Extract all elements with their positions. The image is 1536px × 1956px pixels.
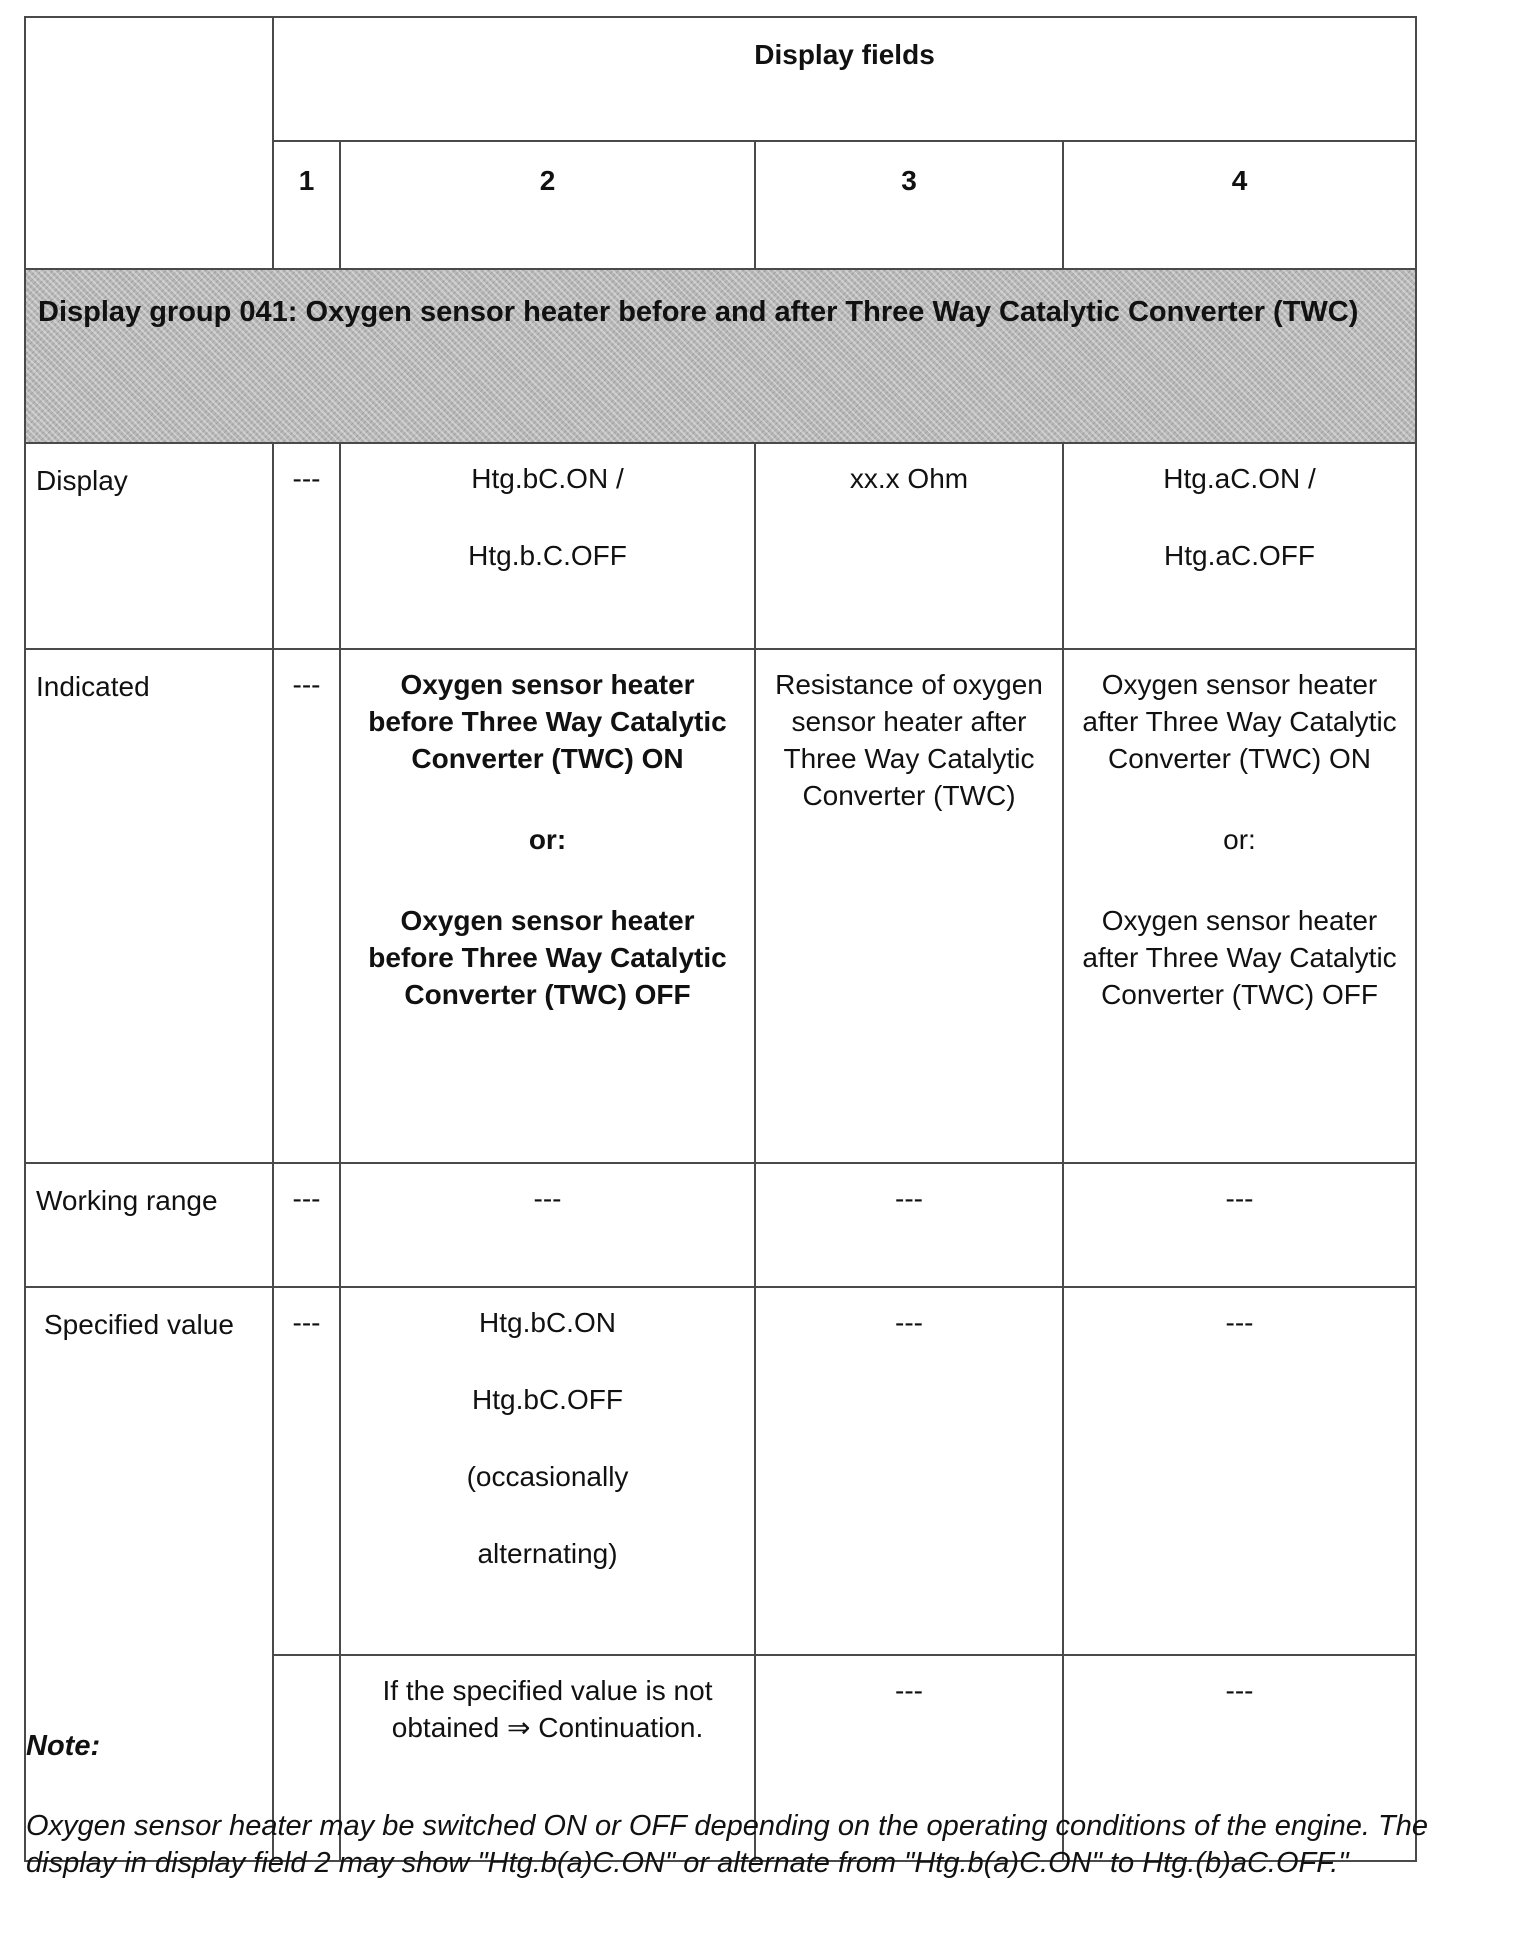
display-group-table (24, 16, 1417, 1862)
specified-value-field-2-line1: Htg.bC.ON (479, 1307, 616, 1338)
display-field-1: --- (273, 443, 340, 649)
display-group-title: Display group 041: Oxygen sensor heater before and after Three Way Catalytic Converter (TWC) (25, 269, 1416, 443)
continuation-field-4: --- (1063, 1655, 1416, 1861)
indicated-field-4-off: Oxygen sensor heater after Three Way Catalytic Converter (TWC) OFF (1082, 905, 1397, 1010)
header-title-row (25, 17, 1416, 141)
specified-value-field-1: --- (273, 1287, 340, 1655)
specified-value-field-2-line3: (occasionally (466, 1461, 629, 1492)
display-field-4-line2: Htg.aC.OFF (1164, 540, 1315, 571)
row-label-specified-value: Specified value (25, 1287, 273, 1861)
table-row-indicated (25, 649, 1416, 1163)
working-range-field-2: --- (340, 1163, 755, 1287)
specified-value-field-2 (340, 1287, 755, 1655)
row-label-display: Display (25, 443, 273, 649)
indicated-field-2 (340, 649, 755, 1163)
row-label-working-range: Working range (25, 1163, 273, 1287)
specified-value-field-2-line2: Htg.bC.OFF (472, 1384, 623, 1415)
indicated-field-3: Resistance of oxygen sensor heater after Three Way Catalytic Converter (TWC) (755, 649, 1063, 1163)
table-row-display (25, 443, 1416, 649)
header-corner-cell (25, 17, 273, 269)
display-fields-heading: Display fields (273, 17, 1416, 141)
display-field-3: xx.x Ohm (755, 443, 1063, 649)
table-row-specified-value (25, 1287, 1416, 1655)
indicated-field-1: --- (273, 649, 340, 1163)
working-range-field-4: --- (1063, 1163, 1416, 1287)
note-title: Note: (26, 1730, 101, 1762)
continuation-field-2: If the specified value is not obtained ⇒ Continuation. (340, 1655, 755, 1861)
table-row-working-range (25, 1163, 1416, 1287)
working-range-field-1: --- (273, 1163, 340, 1287)
indicated-field-4-on: Oxygen sensor heater after Three Way Catalytic Converter (TWC) ON (1082, 669, 1397, 774)
display-field-2 (340, 443, 755, 649)
specified-value-field-4: --- (1063, 1287, 1416, 1655)
working-range-field-3: --- (755, 1163, 1063, 1287)
specified-value-field-3: --- (755, 1287, 1063, 1655)
specified-value-field-2-line4: alternating) (477, 1538, 618, 1569)
display-group-row (25, 269, 1416, 443)
display-field-4 (1063, 443, 1416, 649)
row-label-indicated: Indicated (25, 649, 273, 1163)
field-number-1: 1 (273, 141, 340, 269)
display-field-2-line2: Htg.b.C.OFF (468, 540, 627, 571)
field-number-2: 2 (340, 141, 755, 269)
note-body: Oxygen sensor heater may be switched ON or OFF depending on the operating conditions of the engine. The display in display field 2 may show "Htg.b(a)C.ON" or alternate from "Htg.b(a)C.ON" to Htg.(b)aC.OFF." (26, 1810, 1428, 1879)
indicated-field-4 (1063, 649, 1416, 1163)
display-field-4-line1: Htg.aC.ON / (1163, 463, 1316, 494)
indicated-field-4-or: or: (1223, 824, 1256, 855)
display-field-2-line1: Htg.bC.ON / (471, 463, 624, 494)
continuation-field-3: --- (755, 1655, 1063, 1861)
indicated-field-2-off: Oxygen sensor heater before Three Way Catalytic Converter (TWC) OFF (368, 905, 727, 1010)
field-number-4: 4 (1063, 141, 1416, 269)
field-number-3: 3 (755, 141, 1063, 269)
indicated-field-2-on: Oxygen sensor heater before Three Way Catalytic Converter (TWC) ON (368, 669, 727, 774)
indicated-field-2-or: or: (528, 824, 567, 855)
